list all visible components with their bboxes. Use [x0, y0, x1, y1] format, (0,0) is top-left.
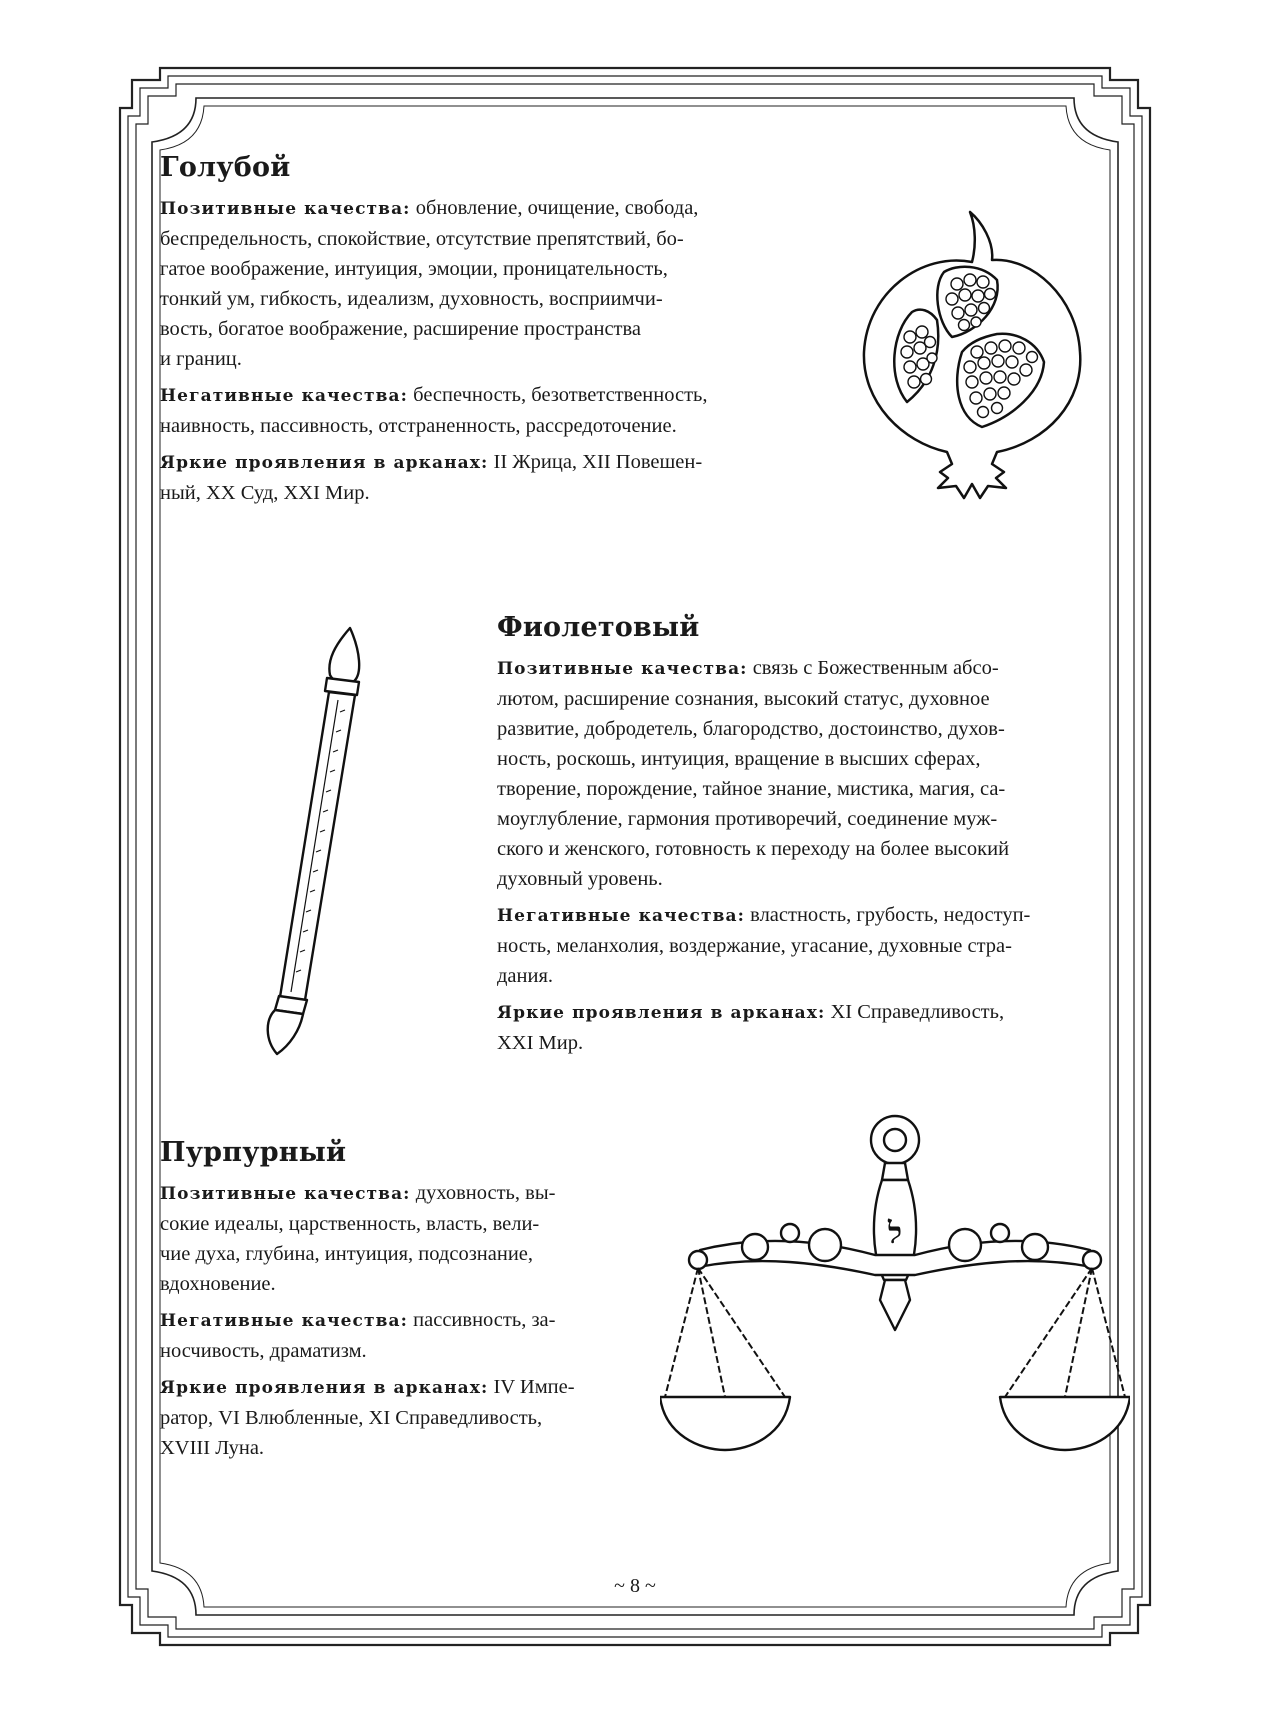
text-line: XXI Мир. — [497, 1032, 584, 1054]
text-line: беспредельность, спокойствие, отсутствие препятствий, бо- — [160, 228, 684, 250]
text-line: властность, грубость, недоступ- — [750, 904, 1031, 926]
negative-label: Негативные качества: — [160, 386, 409, 406]
section-violet — [497, 612, 1137, 1064]
positive-qualities-violet — [497, 653, 1137, 894]
arcana-label: Яркие проявления в арканах: — [160, 1378, 489, 1398]
text-line: пассивность, за- — [413, 1309, 556, 1331]
text-line: ского и женского, готовность к переходу на более высокий — [497, 838, 1010, 860]
negative-label: Негативные качества: — [160, 1311, 409, 1331]
text-line: развитие, добродетель, благородство, достоинство, духов- — [497, 718, 1005, 740]
text-line: ность, меланхолия, воздержание, угасание, духовные стра- — [497, 935, 1012, 957]
text-line: духовный уровень. — [497, 868, 663, 890]
section-title-violet: Фиолетовый — [497, 612, 700, 643]
text-line: вость, богатое воображение, расширение пространства — [160, 318, 642, 340]
text-line: моуглубление, гармония противоречий, соединение муж- — [497, 808, 998, 830]
section-title-purple: Пурпурный — [160, 1137, 347, 1168]
text-line: духовность, вы- — [415, 1182, 556, 1204]
positive-qualities-purple — [160, 1178, 640, 1299]
arcana-blue — [160, 447, 800, 508]
arcana-label: Яркие проявления в арканах: — [160, 453, 489, 473]
text-line: II Жрица, XII Повешен- — [493, 451, 703, 473]
negative-qualities-violet — [497, 900, 1137, 991]
positive-qualities-blue — [160, 193, 800, 374]
wand-illustration — [255, 620, 385, 1060]
text-line: тонкий ум, гибкость, идеализм, духовность, восприимчи- — [160, 288, 663, 310]
text-line: дания. — [497, 965, 554, 987]
text-line: XI Справедливость, — [830, 1001, 1005, 1023]
negative-qualities-blue — [160, 380, 800, 441]
text-line: XVIII Луна. — [160, 1437, 265, 1459]
text-line: творение, порождение, тайное знание, мистика, магия, са- — [497, 778, 1006, 800]
text-line: наивность, пассивность, отстраненность, рассредоточение. — [160, 415, 677, 437]
text-line: носчивость, драматизм. — [160, 1340, 367, 1362]
text-line: лютом, расширение сознания, высокий статус, духовное — [497, 688, 990, 710]
text-line: ратор, VI Влюбленные, XI Справедливость, — [160, 1407, 543, 1429]
text-line: гатое воображение, интуиция, эмоции, проницательность, — [160, 258, 668, 280]
arcana-violet — [497, 997, 1137, 1058]
section-blue — [160, 152, 800, 514]
text-line: и границ. — [160, 348, 242, 370]
text-line: ность, роскошь, интуиция, вращение в высших сферах, — [497, 748, 981, 770]
scales-hebrew-letter: ל — [887, 1216, 903, 1251]
text-line: IV Импе- — [493, 1376, 575, 1398]
text-line: чие духа, глубина, интуиция, подсознание, — [160, 1243, 534, 1265]
text-line: связь с Божественным абсо- — [752, 657, 999, 679]
text-line: обновление, очищение, свобода, — [415, 197, 699, 219]
positive-label: Позитивные качества: — [497, 659, 748, 679]
arcana-purple — [160, 1372, 640, 1463]
text-line: беспечность, безответственность, — [413, 384, 708, 406]
page-number: ~ 8 ~ — [614, 1575, 656, 1597]
text-line: сокие идеалы, царственность, власть, вели- — [160, 1213, 540, 1235]
positive-label: Позитивные качества: — [160, 199, 411, 219]
negative-qualities-purple — [160, 1305, 640, 1366]
arcana-label: Яркие проявления в арканах: — [497, 1003, 826, 1023]
section-title-blue: Голубой — [160, 152, 291, 183]
text-line: ный, XX Суд, XXI Мир. — [160, 482, 370, 504]
positive-label: Позитивные качества: — [160, 1184, 411, 1204]
scales-illustration — [660, 1105, 1130, 1495]
section-purple — [160, 1137, 640, 1469]
text-line: вдохновение. — [160, 1273, 276, 1295]
pomegranate-illustration — [852, 202, 1092, 502]
negative-label: Негативные качества: — [497, 906, 746, 926]
